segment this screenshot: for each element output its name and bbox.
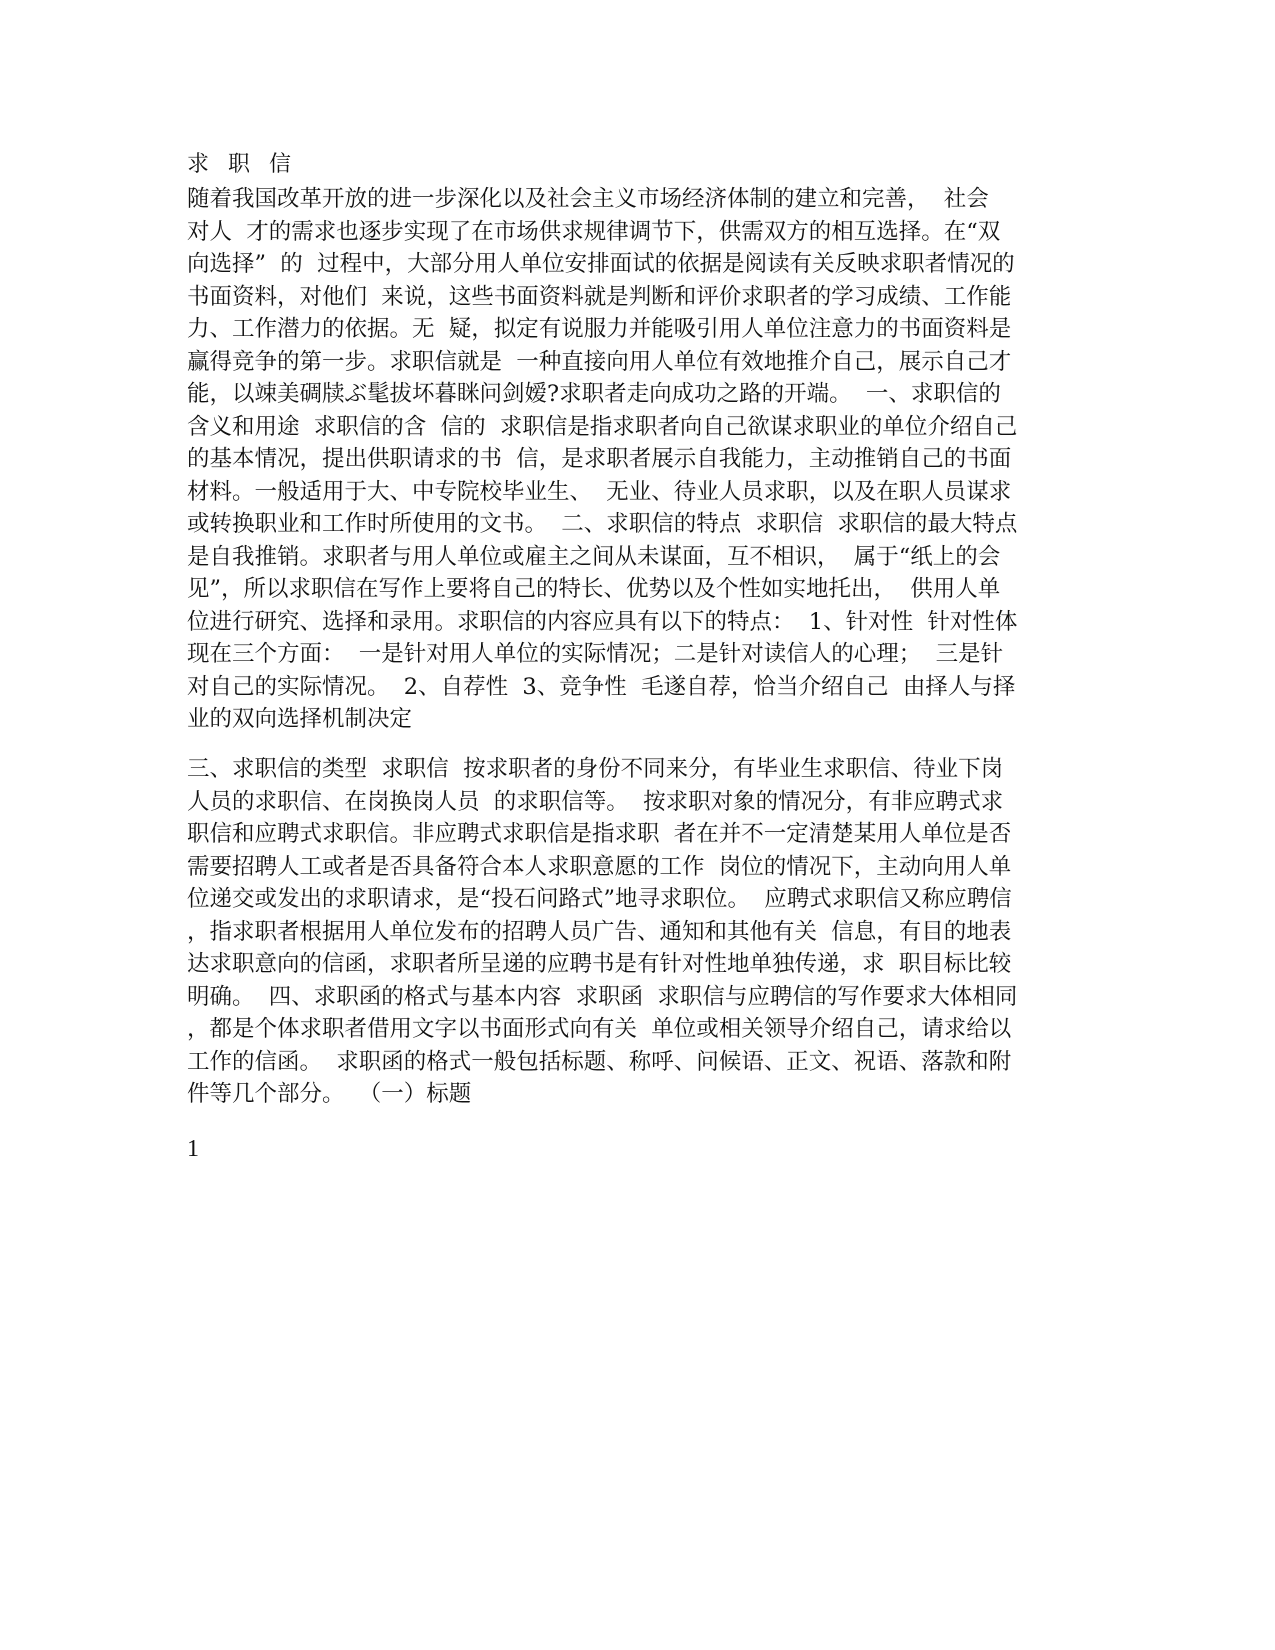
text-line: 随着我国改革开放的进一步深化以及社会主义市场经济体制的建立和完善， 社会 (187, 186, 989, 212)
page-number: 1 (187, 1136, 199, 1162)
text-line: 职信和应聘式求职信。非应聘式求职信是指求职 者在并不一定清楚某用人单位是否 (187, 821, 1012, 847)
text-line: 书面资料，对他们 来说，这些书面资料就是判断和评价求职者的学习成绩、工作能 (187, 283, 1012, 310)
text-line: ，指求职者根据用人单位发布的招聘人员广告、通知和其他有关 信息，有目的地表 (187, 918, 1012, 945)
text-line: 明确。 四、求职函的格式与基本内容 求职函 求职信与应聘信的写作要求大体相同 (187, 983, 1018, 1010)
text-line: 材料。一般适用于大、中专院校毕业生、 无业、待业人员求职，以及在职人员谋求 (187, 478, 1012, 505)
body-paragraph-2 (187, 753, 1087, 1111)
text-line: 的基本情况，提出供职请求的书 信，是求职者展示自我能力，主动推销自己的书面 (187, 446, 1012, 472)
text-line: 达求职意向的信函，求职者所呈递的应聘书是有针对性地单独传递，求 职目标比较 (187, 951, 1012, 977)
text-line: 业的双向选择机制决定 (187, 706, 413, 732)
text-line: 赢得竞争的第一步。求职信就是 一种直接向用人单位有效地推介自己，展示自己才 (187, 348, 1012, 375)
text-line: 是自我推销。求职者与用人单位或雇主之间从未谋面，互不相识， 属于“纸上的会 (187, 543, 1001, 570)
text-line: 或转换职业和工作时所使用的文书。 二、求职信的特点 求职信 求职信的最大特点 (187, 511, 1018, 537)
text-line: 对人 才的需求也逐步实现了在市场供求规律调节下，供需双方的相互选择。在“双 (187, 218, 1001, 245)
text-line: 工作的信函。 求职函的格式一般包括标题、称呼、问候语、正文、祝语、落款和附 (187, 1048, 1012, 1075)
text-line: 力、工作潜力的依据。无 疑，拟定有说服力并能吸引用人单位注意力的书面资料是 (187, 316, 1012, 342)
text-line: 能，以竦美碉牍ぶ髦拔坏暮眯问剑嫒?求职者走向成功之路的开端。 一、求职信的 (187, 381, 1001, 407)
text-line: 现在三个方面： 一是针对用人单位的实际情况；二是针对读信人的心理； 三是针 (187, 641, 1004, 667)
text-line: 向选择” 的 过程中，大部分用人单位安排面试的依据是阅读有关反映求职者情况的 (187, 251, 1015, 277)
text-line: 位进行研究、选择和录用。求职信的内容应具有以下的特点： 1、针对性 针对性体 (187, 608, 1018, 635)
text-line: 三、求职信的类型 求职信 按求职者的身份不同来分，有毕业生求职信、待业下岗 (187, 756, 1004, 782)
text-line: ，都是个体求职者借用文字以书面形式向有关 单位或相关领导介绍自己，请求给以 (187, 1016, 1012, 1042)
body-paragraph-1 (187, 183, 1087, 736)
document-title: 求 职 信 (187, 152, 297, 177)
text-line: 含义和用途 求职信的含 信的 求职信是指求职者向自己欲谋求职业的单位介绍自己 (187, 413, 1018, 440)
text-line: 见”，所以求职信在写作上要将自己的特长、优势以及个性如实地托出， 供用人单 (187, 576, 1001, 602)
text-line: 需要招聘人工或者是否具备符合本人求职意愿的工作 岗位的情况下，主动向用人单 (187, 853, 1012, 880)
text-line: 位递交或发出的求职请求，是“投石问路式”地寻求职位。 应聘式求职信又称应聘信 (187, 886, 1012, 912)
text-line: 对自己的实际情况。 2、自荐性 3、竞争性 毛遂自荐，恰当介绍自己 由择人与择 (187, 673, 1016, 700)
text-line: 件等几个部分。 （一）标题 (187, 1081, 472, 1107)
text-line: 人员的求职信、在岗换岗人员 的求职信等。 按求职对象的情况分，有非应聘式求 (187, 788, 1004, 815)
